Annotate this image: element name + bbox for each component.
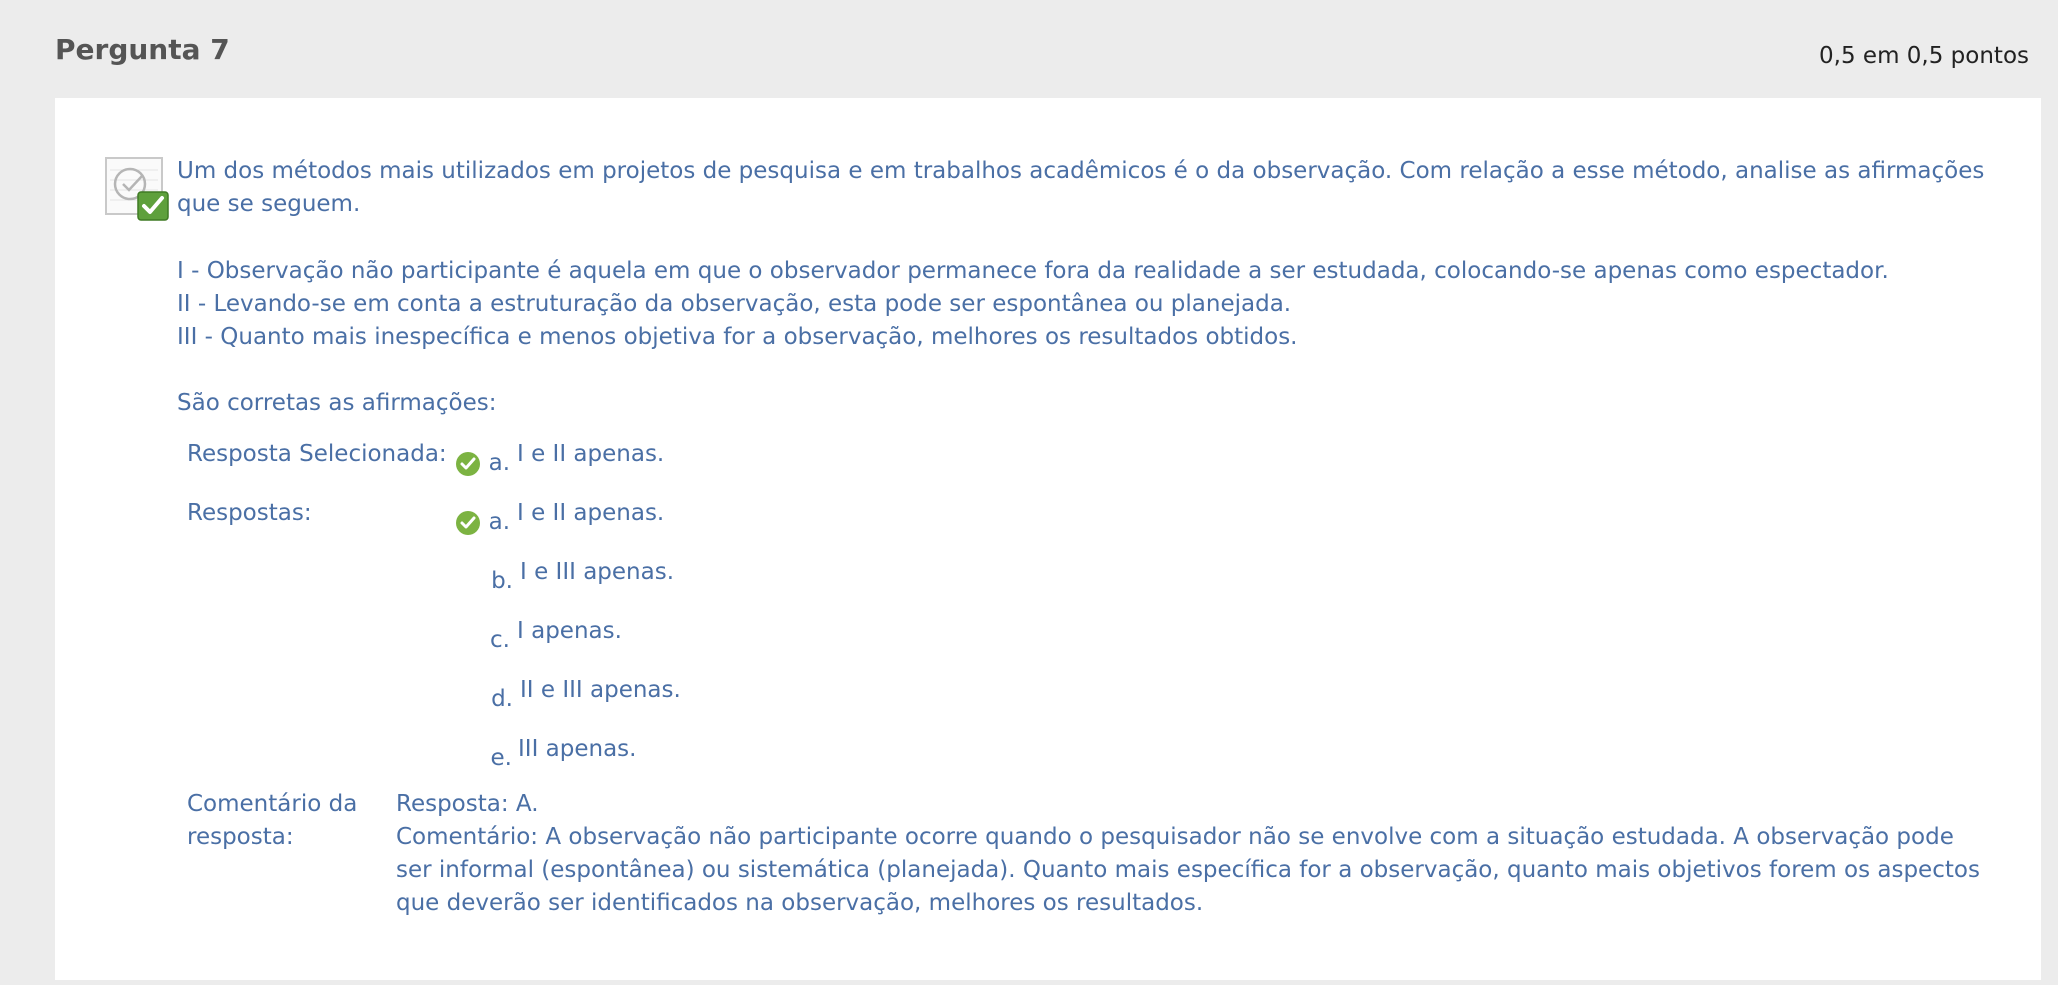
answers-label: Respostas:: [187, 500, 312, 526]
statements-list: [177, 255, 1889, 354]
feedback-label-line2: resposta:: [187, 824, 294, 850]
answer-text: I e III apenas.: [520, 559, 675, 585]
statement-item: II - Levando-se em conta a estruturação da observação, esta pode ser espontânea ou planejada.: [177, 291, 1292, 317]
feedback-answer: Resposta: A.: [396, 791, 539, 817]
answer-letter: d.: [491, 686, 513, 712]
feedback-label-line1: Comentário da: [187, 791, 358, 817]
feedback-label: [187, 788, 357, 854]
answer-letter: e.: [490, 745, 512, 771]
question-points: 0,5 em 0,5 pontos: [1819, 43, 2029, 69]
answer-text: I e II apenas.: [517, 500, 665, 526]
feedback-comment: Comentário: A observação não participante ocorre quando o pesquisador não se envolve com a situação estudada. A observação pode ser informal (espontânea) ou sistemática (planejada). Quanto mais específica for a observação, quanto mais objetivos forem os aspectos que deverão ser identificados na observação, melhores os resultados.: [396, 824, 1980, 916]
question-intro: Um dos métodos mais utilizados em projetos de pesquisa e em trabalhos acadêmicos é o da observação. Com relação a esse método, analise as afirmações que se seguem.: [177, 158, 1985, 217]
answer-letter: a.: [488, 509, 510, 535]
feedback-body: [396, 788, 1996, 920]
answer-text: III apenas.: [518, 736, 637, 762]
selected-answer-letter: a.: [488, 450, 510, 476]
selected-answer-text: I e II apenas.: [517, 441, 665, 467]
answer-letter: c.: [490, 627, 510, 653]
answer-letter: b.: [491, 568, 513, 594]
question-title: Pergunta 7: [55, 33, 230, 66]
selected-answer-label: Resposta Selecionada:: [187, 441, 447, 467]
answer-text: II e III apenas.: [520, 677, 681, 703]
answer-text: I apenas.: [517, 618, 622, 644]
question-prompt: São corretas as afirmações:: [177, 390, 497, 416]
graded-correct-icon: [104, 156, 170, 222]
statement-item: I - Observação não participante é aquela em que o observador permanece fora da realidade a ser estudada, colocando-se apenas como espectador.: [177, 258, 1889, 284]
statement-item: III - Quanto mais inespecífica e menos objetiva for a observação, melhores os resultados obtidos.: [177, 324, 1298, 350]
